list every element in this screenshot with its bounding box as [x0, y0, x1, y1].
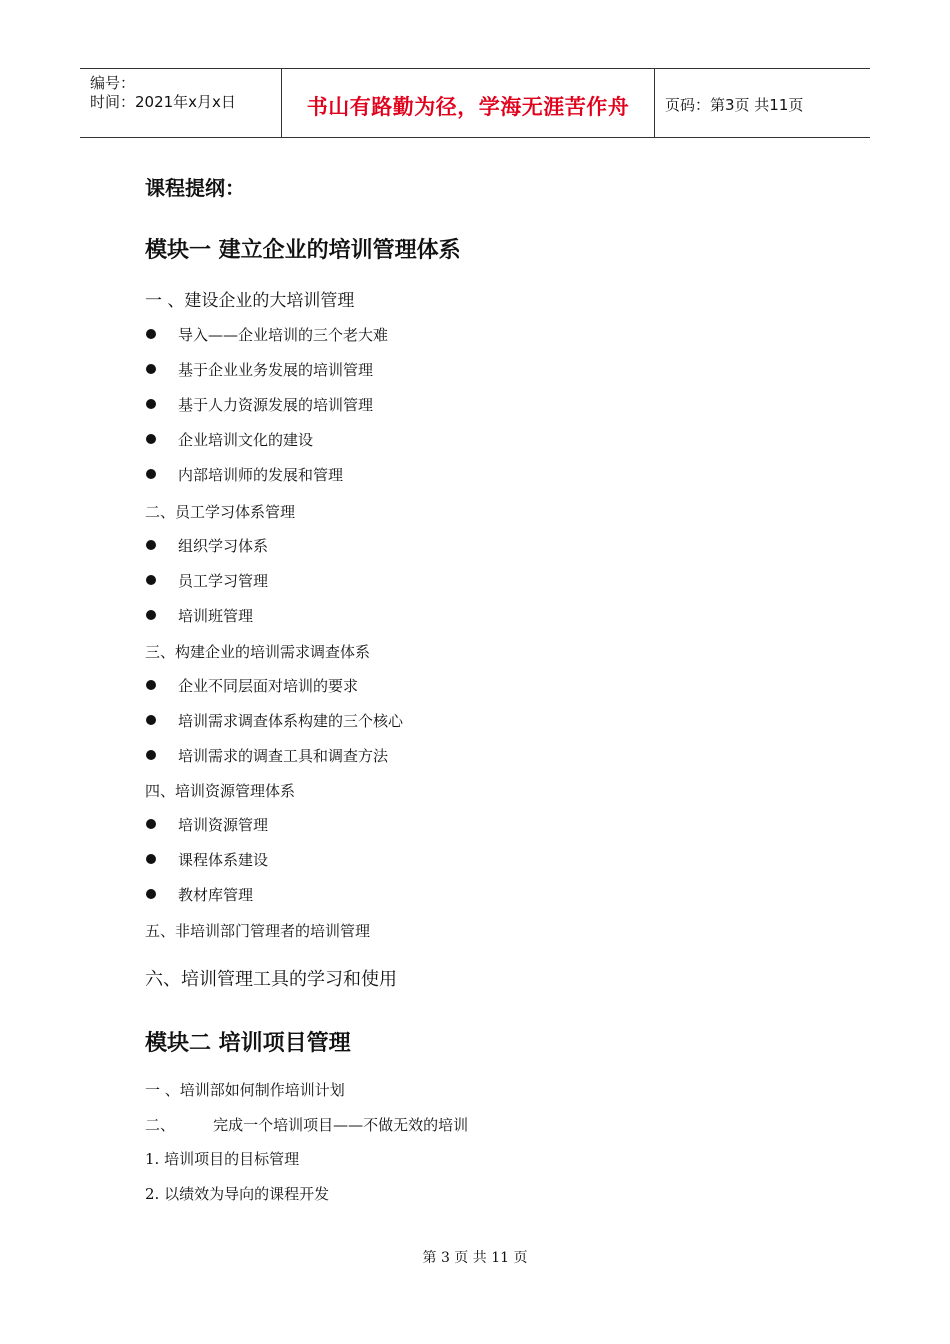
section-title: 三、构建企业的培训需求调查体系	[145, 643, 371, 661]
page-footer: 第 3 页 共 11 页	[422, 1250, 528, 1266]
document-number-label: 编号：	[90, 74, 136, 92]
bullet-icon	[146, 399, 156, 409]
module2-line: 2. 以绩效为导向的课程开发	[145, 1185, 330, 1203]
module2-title: 模块二 培训项目管理	[145, 1031, 351, 1056]
header-page-info: 页码：第3页 共11页	[665, 96, 804, 114]
section-title: 六、培训管理工具的学习和使用	[145, 969, 397, 990]
module1-title: 模块一 建立企业的培训管理体系	[145, 238, 461, 263]
section-title: 四、培训资源管理体系	[145, 782, 296, 800]
section-title: 二、员工学习体系管理	[145, 503, 296, 521]
section-title: 一 、建设企业的大培训管理	[145, 291, 355, 311]
header-page-cell	[655, 69, 870, 137]
bullet-icon	[146, 680, 156, 690]
section-title: 五、非培训部门管理者的培训管理	[145, 922, 371, 940]
bullet-icon	[146, 540, 156, 550]
header-motto-cell	[282, 69, 655, 137]
module2-line: 一 、培训部如何制作培训计划	[145, 1081, 345, 1099]
header-motto: 书山有路勤为径，学海无涯苦作舟	[306, 95, 630, 119]
bullet-icon	[146, 364, 156, 374]
bullet-icon	[146, 610, 156, 620]
bullet-icon	[146, 854, 156, 864]
document-time-label: 时间：2021年x月x日	[90, 93, 236, 111]
bullet-icon	[146, 434, 156, 444]
module2-line: 1. 培训项目的目标管理	[145, 1150, 300, 1168]
header-meta-cell	[80, 69, 282, 137]
bullet-icon	[146, 575, 156, 585]
bullet-icon	[146, 889, 156, 899]
page-header-table	[80, 68, 870, 138]
bullet-icon	[146, 715, 156, 725]
outline-title: 课程提纲：	[145, 176, 245, 200]
bullet-icon	[146, 469, 156, 479]
module2-line: 二、 完成一个培训项目——不做无效的培训	[145, 1116, 469, 1134]
bullet-icon	[146, 329, 156, 339]
bullet-icon	[146, 750, 156, 760]
bullet-icon	[146, 819, 156, 829]
